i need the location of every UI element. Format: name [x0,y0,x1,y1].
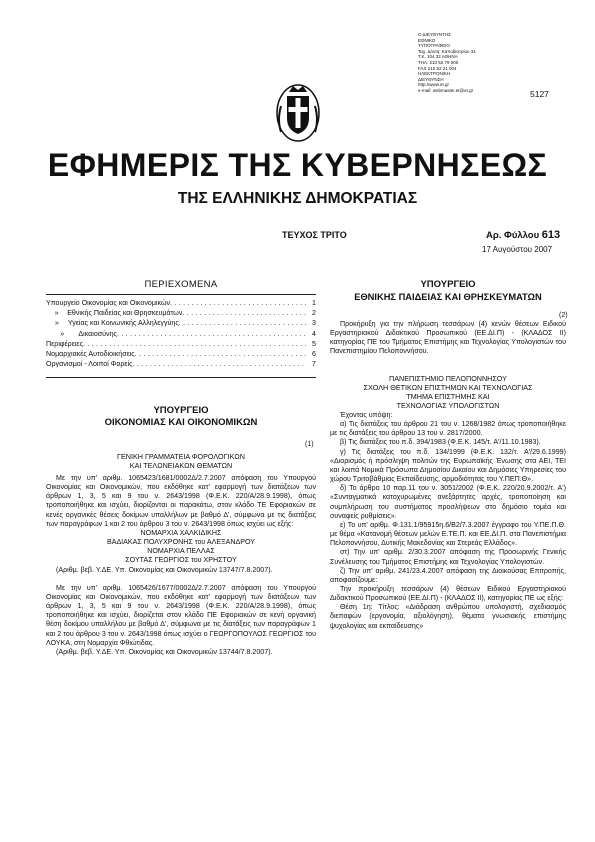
toc-label: Περιφέρειες [46,339,84,348]
toc-row[interactable] [46,298,316,308]
toc-row[interactable] [46,359,316,369]
toc-label: Υπουργείο Οικονομίας και Οικονομικών [46,299,171,307]
appointee-line: ΒΑΔΙΑΚΑΣ ΠΟΛΥΧΡΟΝΗΣ του ΑΛΕΞΑΝΔΡΟΥ [106,538,256,547]
paragraph: (Αριθμ. βεβ. Υ.ΔΕ. Υπ. Οικονομίας και Οικονομικών 13747/7.8.2007). [56,565,273,574]
issue-date: 17 Αυγούστου 2007 [482,245,553,254]
toc-page: 7 [312,360,316,369]
appointee-line: ΝΟΜΑΡΧΙΑ ΠΕΛΛΑΣ [147,547,215,556]
toc-bottom-divider [46,377,316,378]
toc-dash: » [54,319,59,328]
left-body [46,474,316,657]
item-number: (1) [305,441,314,448]
toc-page: 3 [312,319,316,328]
secretariat-line-1: ΓΕΝΙΚΗ ΓΡΑΜΜΑΤΕΙΑ ΦΟΡΟΛΟΓΙΚΩΝ [117,452,245,461]
stamp-line: e-mail: webmaster.et@et.gr [418,87,474,93]
ministry-heading-1: ΥΠΟΥΡΓΕΙΟ [420,279,476,290]
paragraph: ζ) Την υπ' αριθμ. 241/23.4.2007 απόφαση της Διοικούσας Επιτροπής, αποφασίζουμε: [330,566,566,584]
toc-divider [46,294,316,295]
toc-dash: » [54,309,59,318]
stamp-line: ΤΗΛ. 210 52 79 000 [418,59,459,65]
toc-label: Υγείας και Κοινωνικής Αλληλεγγύης [67,319,179,328]
toc-row[interactable] [46,349,316,359]
toc-label: Δικαιοσύνης [78,329,117,338]
stamp-line: FAX 210 52 21 004 [418,65,457,71]
page-number: 5127 [530,89,549,99]
sheet-label: Αρ. Φύλλου [486,230,540,241]
coat-of-arms-icon [275,80,321,144]
stamp-line: Ο ΔΙΕΥΘΥΝΤΗΣ [418,32,451,37]
toc-row[interactable] [46,318,316,328]
right-intro: Προκήρυξη για την πλήρωση τεσσάρων (4) κενών θέσεων Ειδικού Εργαστηριακού Διδακτικού Προσωπικού (ΕΕ.ΔΙ.Π) - (ΚΛΑΔΟΣ ΙΙ) κατηγορίας ΠΕ του Τμήματος Επιστήμης και Τεχνολογίας Υπολογιστών του Πανεπιστημίου Πελοποννήσου. [330,320,566,356]
ministry-heading-1: ΥΠΟΥΡΓΕΙΟ [153,405,209,416]
university-line: ΠΑΝΕΠΙΣΤΗΜΙΟ ΠΕΛΟΠΟΝΝΗΣΟΥ [389,374,507,383]
toc-page: 5 [312,339,316,348]
masthead-subtitle: ΤΗΣ ΕΛΛΗΝΙΚΗΣ ΔΗΜΟΚΡΑΤΙΑΣ [177,190,418,207]
toc-list [46,298,316,369]
toc-dash: » [60,329,65,338]
toc-page: 2 [312,309,316,318]
stamp-line: http://www.et.gr [418,82,450,88]
ministry-heading-2: ΟΙΚΟΝΟΜΙΑΣ ΚΑΙ ΟΙΚΟΝΟΜΙΚΩΝ [104,417,258,428]
appointee-list [46,529,316,566]
appointee-line: ΣΟΥΤΑΣ ΓΕΩΡΓΙΟΣ του ΧΡΗΣΤΟΥ [125,556,237,565]
secretariat-line-2: ΚΑΙ ΤΕΛΩΝΕΙΑΚΩΝ ΘΕΜΑΤΩΝ [129,461,233,470]
paragraph: Θέση 1η: Τίτλος: «Διάδραση ανθρώπου υπολογιστή, σχεδιασμός διεπαφών (εργονομία, αξιολόγηση), θέματα γνωσιακής επιστήμης ψυχολογίας και εκπαίδευσης» [330,603,566,630]
item-number: (2) [559,312,568,319]
university-block [330,374,566,410]
stamp-line: Ταχ. Δ/νση: Καποδιστρίου 34 [418,48,476,54]
paragraph: Με την υπ' αριθμ. 1065423/1681/0002Δ/2.7.2007 απόφαση του Υπουργού Οικονομίας και Οικονομικών, που εκδόθηκε κατ' εφαρμογή των διατάξεων των άρθρων 1, 3, 5 και 9 του ν. 2643/1998 (Φ.Ε.Κ. 220/Α/28.9.1998), όπως τροποποιήθηκε και ισχύει, διορίζονται οι παρακάτω, στον κλάδο ΤΕ Εφοριακών σε κενές οργανικές θέσεις δοκίμων υπαλλήλων με βαθμό Δ', σύμφωνα με τις διατάξεις των παραγράφων 1 και 2 του άρθρου 3 του ν. 2643/1998 όπως ισχύει ως εξής: [46,474,316,528]
sheet-info [486,229,560,241]
toc-page: 4 [312,329,316,338]
toc-label: Οργανισμοί - Λοιποί Φορείς [46,360,133,369]
appointee-line: ΝΟΜΑΡΧΙΑ ΧΑΛΚΙΔΙΚΗΣ [140,528,222,537]
university-line: ΤΜΗΜΑ ΕΠΙΣΤΗΜΗΣ ΚΑΙ [406,392,490,402]
stamp-line: ΗΛΕΚΤΡΟΝΙΚΗ ΔΙΕΥΘΥΝΣΗ [418,71,451,82]
paragraph: στ) Την υπ' αριθμ. 2/30.3.2007 απόφαση της Προσωρινής Γενικής Συνέλευσης του Τμήματος Επιστήμης και Τεχνολογίας Υπολογιστών. [330,548,566,566]
lead-line: Έχοντας υπόψη: [340,411,393,419]
paragraph: γ) Τις διατάξεις του π.δ. 134/1999 (Φ.Ε.Κ. 132/τ. Α'/29.6.1999) «Διορισμός ή πρόσληψη πολιτών της Ευρωπαϊκής Ένωσης στα ΑΕΙ, ΤΕΙ και λοιπά Νομικά Πρόσωπα Δημοσίου Δικαίου και Δημόσιες Υπηρεσίες του χώρου Τριτοβάθμιας Εκπαίδευσης, αρμοδιότητας του Υ.ΠΕΠ.Θ». [330,447,566,484]
paragraph: α) Τις διατάξεις του άρθρου 21 του ν. 1268/1982 όπως τροποποιήθηκε με τις διατάξεις του άρθρου 13 του ν. 2817/2000. [330,420,566,438]
stamp-line: Τ.Κ. 104 32 ΑΘΗΝΑ [418,54,458,60]
right-body [330,411,566,631]
paragraph: Με την υπ' αριθμ. 1065426/1677/0002Δ/2.7.2007 απόφαση του Υπουργού Οικονομίας και Οικονομικών, που εκδόθηκε κατ' εφαρμογή των διατάξεων των άρθρων 1, 3, 5 και 9 του ν. 2643/1998 (Φ.Ε.Κ. 220/Α/28.9.1998), όπως τροποποιήθηκε και ισχύει, διορίζεται στον κλάδο ΠΕ Εφοριακών σε κενή οργανική θέση δοκίμου υπαλλήλου με βαθμό Δ', σύμφωνα με τις διατάξεις των παραγράφων 1 και 2 του άρθρου 3 του ν. 2643/1998 όπως ισχύει ο ΓΕΩΡΓΟΠΟΥΛΟΣ ΓΕΩΡΓΙΟΣ του ΛΟΥΚΑ, στη Νομαρχία Φθιώτιδας. [46,583,316,647]
publisher-stamp [418,32,476,94]
masthead-title: ΕΦΗΜΕΡΙΣ ΤΗΣ ΚΥΒΕΡΝΗΣΕΩΣ [47,147,548,183]
stamp-line: ΤΥΠΟΓΡΑΦΕΙΟ [418,43,450,49]
paragraph: ε) Το υπ' αριθμ. Φ.131.1/95915η.6/Β2/7.3.2007 έγγραφο του Υ.ΠΕ.Π.Θ. με θέμα «Κατανομή θέσεων μελών Ε.ΤΕ.Π. και ΕΕ.ΔΙ.Π. στα Πανεπιστήμια Πελοποννήσου, Δυτικής Μακεδονίας και Στερεάς Ελλάδος». [330,520,566,548]
toc-page: 6 [312,350,316,359]
toc-row[interactable] [46,308,316,318]
university-line: ΤΕΧΝΟΛΟΓΙΑΣ ΥΠΟΛΟΓΙΣΤΩΝ [396,401,500,411]
ministry-heading-2: ΕΘΝΙΚΗΣ ΠΑΙΔΕΙΑΣ ΚΑΙ ΘΡΗΣΚΕΥΜΑΤΩΝ [354,292,542,302]
toc-heading: ΠΕΡΙΕΧΟΜΕΝΑ [144,279,218,290]
paragraph: (Αριθμ. βεβ. Υ.ΔΕ. Υπ. Οικονομίας και Οικονομικών 13744/7.8.2007). [56,647,273,656]
sheet-number: 613 [541,229,561,241]
stamp-line: ΕΘΝΙΚΟ [418,37,436,43]
toc-label: Εθνικής Παιδείας και Θρησκευμάτων [67,309,183,318]
toc-row[interactable] [46,339,316,349]
toc-page: 1 [312,299,316,307]
issue-type: ΤΕΥΧΟΣ ΤΡΙΤΟ [282,230,347,240]
paragraph: β) Τις διατάξεις του π.δ. 394/1983 (Φ.Ε.Κ. 145/τ. Α'/11.10.1983). [340,438,541,447]
paragraph: Την προκήρυξη τεσσάρων (4) θέσεων Ειδικού Εργαστηριακού Διδακτικού Προσωπικού (ΕΕ.ΔΙ.Π) - (ΚΛΑΔΟΣ ΙΙ), κατηγορίας ΠΕ ως εξής: [330,584,566,603]
toc-label: Νομαρχιακές Αυτοδιοικήσεις [46,350,135,359]
toc-row[interactable] [46,329,316,339]
university-line: ΣΧΟΛΗ ΘΕΤΙΚΩΝ ΕΠΙΣΤΗΜΩΝ ΚΑΙ ΤΕΧΝΟΛΟΓΙΑΣ [363,383,533,393]
paragraph: δ) Το άρθρο 10 παρ.11 του ν. 3051/2002 (Φ.Ε.Κ. 220/20.9.2002/τ. Α') «Συνταγματικά κατοχυρωμένες ανεξάρτητες αρχές, τροποποίηση και συμπλήρωση του συστήματος προσλήψεων στο δημόσιο τομέα και συναφείς ρυθμίσεις». [330,484,566,520]
